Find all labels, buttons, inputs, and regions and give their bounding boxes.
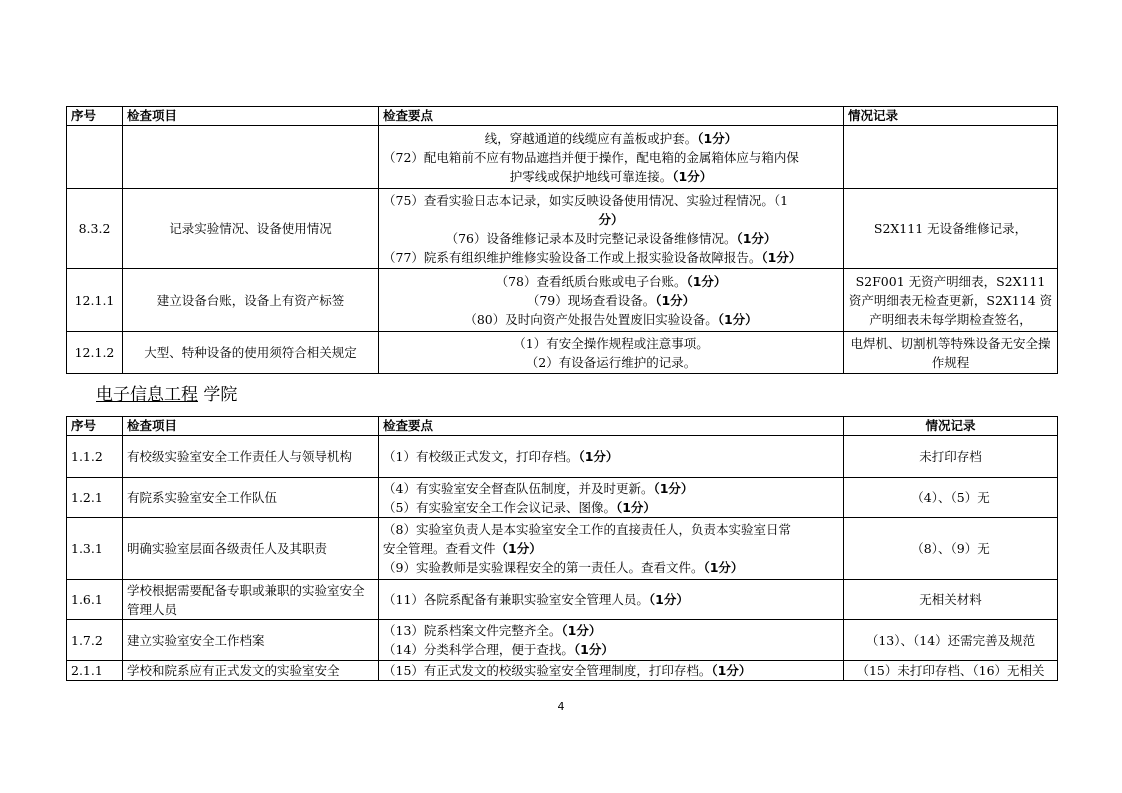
row-no: 1.7.2 <box>67 620 123 661</box>
row-no: 12.1.2 <box>67 332 123 374</box>
table-header-row <box>67 107 1058 126</box>
point-line: （78）查看纸质台账或电子台账。（1分） <box>495 273 727 289</box>
row-no <box>67 126 123 189</box>
row-points <box>379 620 844 661</box>
table-row <box>67 661 1058 681</box>
table-row <box>67 189 1058 269</box>
table-row <box>67 436 1058 478</box>
row-item: 有院系实验室安全工作队伍 <box>123 478 379 518</box>
table-row <box>67 332 1058 374</box>
point-line: （5）有实验室安全工作会议记录、图像。（1分） <box>383 499 656 515</box>
row-item: 学校根据需要配备专职或兼职的实验室安全管理人员 <box>123 580 379 620</box>
row-item: 记录实验情况、设备使用情况 <box>123 189 379 269</box>
row-record: S2F001 无资产明细表，S2X111 资产明细表无检查更新，S2X114 资产明细表未每学期检查签名， <box>844 269 1058 332</box>
row-points <box>379 436 844 478</box>
row-no: 2.1.1 <box>67 661 123 681</box>
row-no: 1.6.1 <box>67 580 123 620</box>
header-points: 检查要点 <box>379 417 844 436</box>
row-item: 学校和院系应有正式发文的实验室安全 <box>123 661 379 681</box>
row-item <box>123 126 379 189</box>
point-line: （75）查看实验日志本记录，如实反映设备使用情况、实验过程情况。（1 <box>383 192 789 208</box>
row-item: 大型、特种设备的使用须符合相关规定 <box>123 332 379 374</box>
point-line: （80）及时向资产处报告处置废旧实验设备。（1分） <box>464 311 758 327</box>
point-line: （8）实验室负责人是本实验室安全工作的直接责任人，负责本实验室日常 <box>383 522 791 537</box>
header-item: 检查项目 <box>123 107 379 126</box>
row-record: 未打印存档 <box>844 436 1058 478</box>
row-points <box>379 126 844 189</box>
point-line: （1）有安全操作规程或注意事项。 <box>513 335 709 351</box>
row-points <box>379 332 844 374</box>
table-row <box>67 126 1058 189</box>
row-record: （4）、（5）无 <box>844 478 1058 518</box>
header-record: 情况记录 <box>844 417 1058 436</box>
page-number: 4 <box>557 700 565 713</box>
row-record: （15）未打印存档、（16）无相关 <box>844 661 1058 681</box>
table-row <box>67 620 1058 661</box>
point-line: （13）院系档案文件完整齐全。（1分） <box>383 623 602 638</box>
row-points <box>379 189 844 269</box>
table-row <box>67 518 1058 580</box>
row-points <box>379 580 844 620</box>
header-no: 序号 <box>67 107 123 126</box>
row-record: 电焊机、切割机等特殊设备无安全操作规程 <box>844 332 1058 374</box>
row-record <box>844 126 1058 189</box>
point-line: （1）有校级正式发文，打印存档。（1分） <box>383 449 619 464</box>
row-no: 8.3.2 <box>67 189 123 269</box>
point-line: （4）有实验室安全督查队伍制度，并及时更新。（1分） <box>383 480 694 496</box>
section-college-suffix: 学院 <box>203 385 238 405</box>
row-points <box>379 269 844 332</box>
point-line: （2）有设备运行维护的记录。 <box>525 354 697 370</box>
row-points <box>379 518 844 580</box>
point-line: 安全管理。查看文件（1分） <box>383 541 542 556</box>
table-row <box>67 478 1058 518</box>
row-record: 无相关材料 <box>844 580 1058 620</box>
table-row <box>67 580 1058 620</box>
row-item: 有校级实验室安全工作责任人与领导机构 <box>123 436 379 478</box>
table-header-row <box>67 417 1058 436</box>
point-line: （77）院系有组织维护维修实验设备工作或上报实验设备故障报告。（1分） <box>383 249 802 265</box>
row-no: 1.1.2 <box>67 436 123 478</box>
row-no: 12.1.1 <box>67 269 123 332</box>
point-line: 分） <box>598 211 624 227</box>
row-no: 1.3.1 <box>67 518 123 580</box>
section-title <box>96 380 237 405</box>
row-points <box>379 661 844 681</box>
inspection-table-1 <box>66 106 1058 374</box>
row-record: S2X111 无设备维修记录， <box>844 189 1058 269</box>
row-record: （8）、（9）无 <box>844 518 1058 580</box>
point-line: （76）设备维修记录本及时完整记录设备维修情况。（1分） <box>445 230 777 246</box>
section-college-name: 电子信息工程 <box>96 385 198 405</box>
header-item: 检查项目 <box>123 417 379 436</box>
row-item: 建立设备台账，设备上有资产标签 <box>123 269 379 332</box>
row-points <box>379 478 844 518</box>
table-row <box>67 269 1058 332</box>
point-line: （72）配电箱前不应有物品遮挡并便于操作，配电箱的金属箱体应与箱内保 <box>383 149 799 165</box>
point-line: （15）有正式发文的校级实验室安全管理制度，打印存档。（1分） <box>383 663 752 678</box>
point-line: （79）现场查看设备。（1分） <box>526 292 696 308</box>
header-record: 情况记录 <box>844 107 1058 126</box>
row-record: （13）、（14）还需完善及规范 <box>844 620 1058 661</box>
inspection-table-2 <box>66 416 1058 681</box>
point-line: （14）分类科学合理，便于查找。（1分） <box>383 642 614 657</box>
point-line: 线，穿越通道的线缆应有盖板或护套。（1分） <box>484 130 738 146</box>
row-item: 建立实验室安全工作档案 <box>123 620 379 661</box>
header-no: 序号 <box>67 417 123 436</box>
point-line: （11）各院系配备有兼职实验室安全管理人员。（1分） <box>383 592 689 607</box>
row-no: 1.2.1 <box>67 478 123 518</box>
header-points: 检查要点 <box>379 107 844 126</box>
row-item: 明确实验室层面各级责任人及其职责 <box>123 518 379 580</box>
point-line: 护零线或保护地线可靠连接。（1分） <box>509 168 713 184</box>
point-line: （9）实验教师是实验课程安全的第一责任人。查看文件。（1分） <box>383 560 744 575</box>
